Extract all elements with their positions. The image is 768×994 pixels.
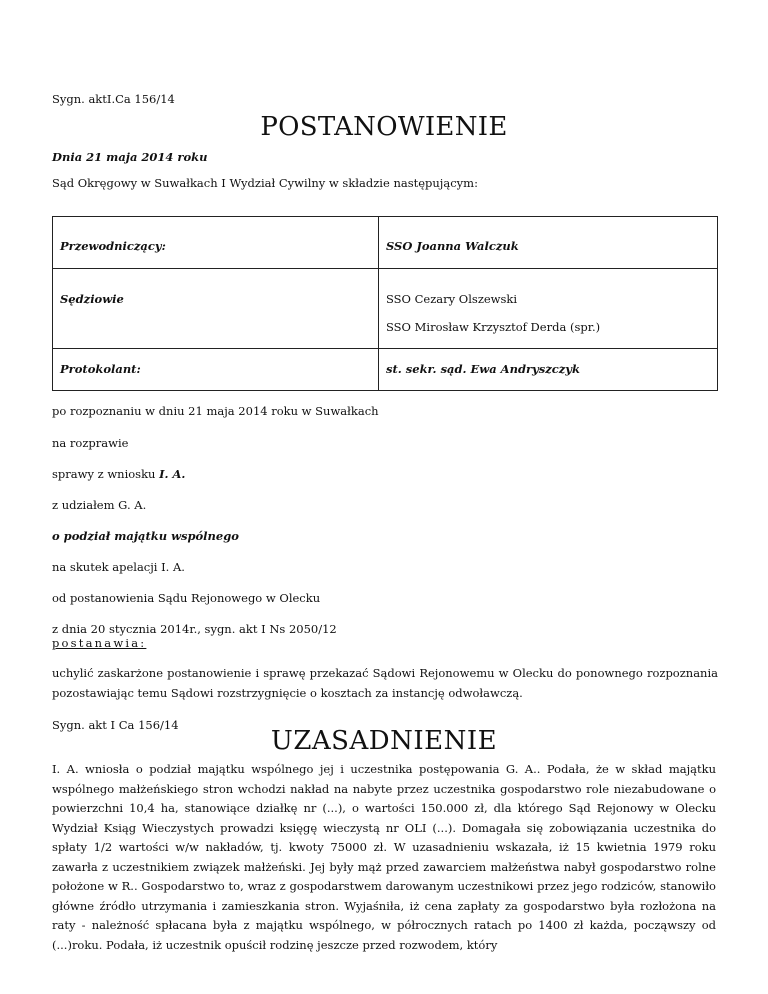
proceeding-line: na rozprawie [52,436,129,450]
court-composition-intro: Sąd Okręgowy w Suwałkach I Wydział Cywilny w składzie następującym: [52,176,478,190]
clerk-label: Protokolant: [53,349,379,391]
table-row [53,349,718,391]
judges-names [379,269,718,349]
reasons-title: UZASADNIENIE [270,726,498,756]
document-title: POSTANOWIENIE [260,112,508,142]
case-reference: Sygn. aktI.Ca 156/14 [52,92,175,106]
presiding-name: SSO Joanna Walczuk [379,217,718,269]
proceeding-line: z udziałem G. A. [52,498,147,512]
court-composition-table [52,216,718,391]
judges-label: Sędziowie [53,269,379,349]
proceeding-line: z dnia 20 stycznia 2014r., sygn. akt I Ns 2050/12 [52,622,337,636]
judge-name: SSO Mirosław Krzysztof Derda (spr.) [386,320,601,334]
ruling-block [52,636,718,735]
proceeding-text: sprawy z wniosku [52,467,160,481]
reasons-text: I. A. wniosła o podział majątku wspólnego jej i uczestnika postępowania G. A.. Podała, że w skład majątku wspólnego małżeńskiego stron wchodzi nakład na nabyte przez uczestnika gospodarstwo role niezabudowane o powierzchni 10,4 ha, stanowiące działkę nr (...), o wartości 150.000 zł, dla którego Sąd Rejonowy w Olecku Wydział Ksiąg Wieczystych prowadzi księgę wieczystą nr OLI (...). Domagała się zobowiązania uczestnika do spłaty 1/2 wartości w/w nakładów, tj. kwoty 75000 zł. W uzasadnieniu wskazała, iż 15 kwietnia 1979 roku zawarła z uczestnikiem związek małżeński. Jej były mąż przed zawarciem małżeństwa nabył gospodarstwo rolne położone w R.. Gospodarstwo to, wraz z gospodarstwem darowanym uczestnikowi przez jego rodziców, stanowiło główne źródło utrzymania i zamieszkania stron. Wyjaśniła, iż cena zapłaty za gospodarstwo była rozłożona na raty - należność spłacana była z majątku wspólnego, w półrocznych ratach po 1400 zł każda, począwszy od (...)roku. Podała, iż uczestnik opuścił rodzinę jeszcze przed rozwodem, który [52,762,716,952]
judge-name: SSO Cezary Olszewski [386,292,518,306]
decision-date: Dnia 21 maja 2014 roku [52,150,208,164]
presiding-label: Przewodniczący: [53,217,379,269]
table-row [53,217,718,269]
proceeding-line: od postanowienia Sądu Rejonowego w Olecku [52,591,321,605]
applicant-name: I. A. [159,467,186,481]
proceeding-line [52,467,185,481]
ruling-text: uchylić zaskarżone postanowienie i sprawę przekazać Sądowi Rejonowemu w Olecku do ponownego rozpoznania pozostawiając temu Sądowi rozstrzygnięcie o kosztach za instancję odwoławczą. [52,666,718,700]
reasons-case-reference: Sygn. akt I Ca 156/14 [52,718,179,732]
proceeding-line: na skutek apelacji I. A. [52,560,185,574]
clerk-name: st. sekr. sąd. Ewa Andryszczyk [379,349,718,391]
table-row [53,269,718,349]
decides-label: postanawia: [52,636,147,650]
proceeding-line: po rozpoznaniu w dniu 21 maja 2014 roku w Suwałkach [52,404,379,418]
case-subject: o podział majątku wspólnego [52,529,239,543]
